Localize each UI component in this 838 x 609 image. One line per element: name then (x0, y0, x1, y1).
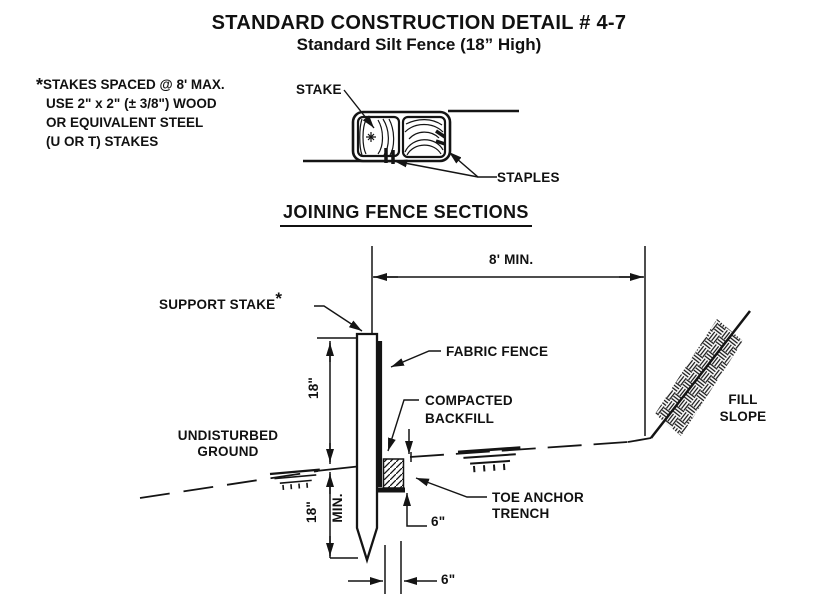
earth-hatch-right (458, 448, 522, 474)
note-line-1: *STAKES SPACED @ 8' MAX. (36, 75, 225, 95)
support-stake-shape (357, 334, 377, 560)
fabric-fence-label: FABRIC FENCE (446, 344, 549, 359)
dim-6-depth-label: 6" (431, 514, 446, 529)
section-heading: JOINING FENCE SECTIONS (280, 202, 532, 227)
dim-6-width-line (348, 541, 437, 594)
dim-18-top-line (317, 338, 357, 464)
ground-line-right (410, 442, 628, 457)
staples-leader-2 (394, 161, 478, 177)
fabric-fence-leader (391, 351, 441, 367)
note-line-3: OR EQUIVALENT STEEL (46, 115, 204, 130)
compacted-backfill-label: COMPACTED BACKFILL (425, 393, 513, 426)
earth-hatch-left (270, 470, 321, 491)
toe-anchor-label: TOE ANCHOR TRENCH (492, 490, 585, 521)
dim-6-width-label: 6" (441, 572, 456, 587)
toe-anchor-leader (416, 478, 487, 497)
stake-notes (36, 74, 225, 151)
note-asterisk: * (36, 75, 44, 95)
support-stake-asterisk: * (275, 289, 283, 308)
sheet-title: STANDARD CONSTRUCTION DETAIL # 4-7 (211, 12, 627, 34)
support-stake-label: SUPPORT STAKE* (159, 289, 283, 312)
dim-18-bottom-label: 18" (304, 500, 319, 524)
undisturbed-ground-label: UNDISTURBED GROUND (177, 428, 279, 459)
compacted-backfill-leader (388, 400, 419, 451)
stake-label: STAKE (296, 82, 342, 97)
note-line-4: (U OR T) STAKES (46, 134, 159, 149)
stake-and-fence (357, 334, 405, 560)
support-stake-leader (314, 306, 362, 331)
dim-6-depth-line (407, 429, 427, 526)
dim-8ft-label: 8' MIN. (489, 252, 534, 267)
sheet-subtitle: Standard Silt Fence (18” High) (296, 35, 542, 54)
dim-18-top-label: 18" (306, 376, 321, 400)
backfill-hatch (384, 459, 404, 488)
stake-joint-detail (303, 90, 519, 177)
dim-min-label: MIN. (330, 493, 345, 523)
fill-slope-label: FILL SLOPE (719, 392, 767, 424)
staples-label: STAPLES (497, 170, 560, 185)
note-line-2: USE 2" x 2" (± 3/8") WOOD (46, 96, 217, 111)
